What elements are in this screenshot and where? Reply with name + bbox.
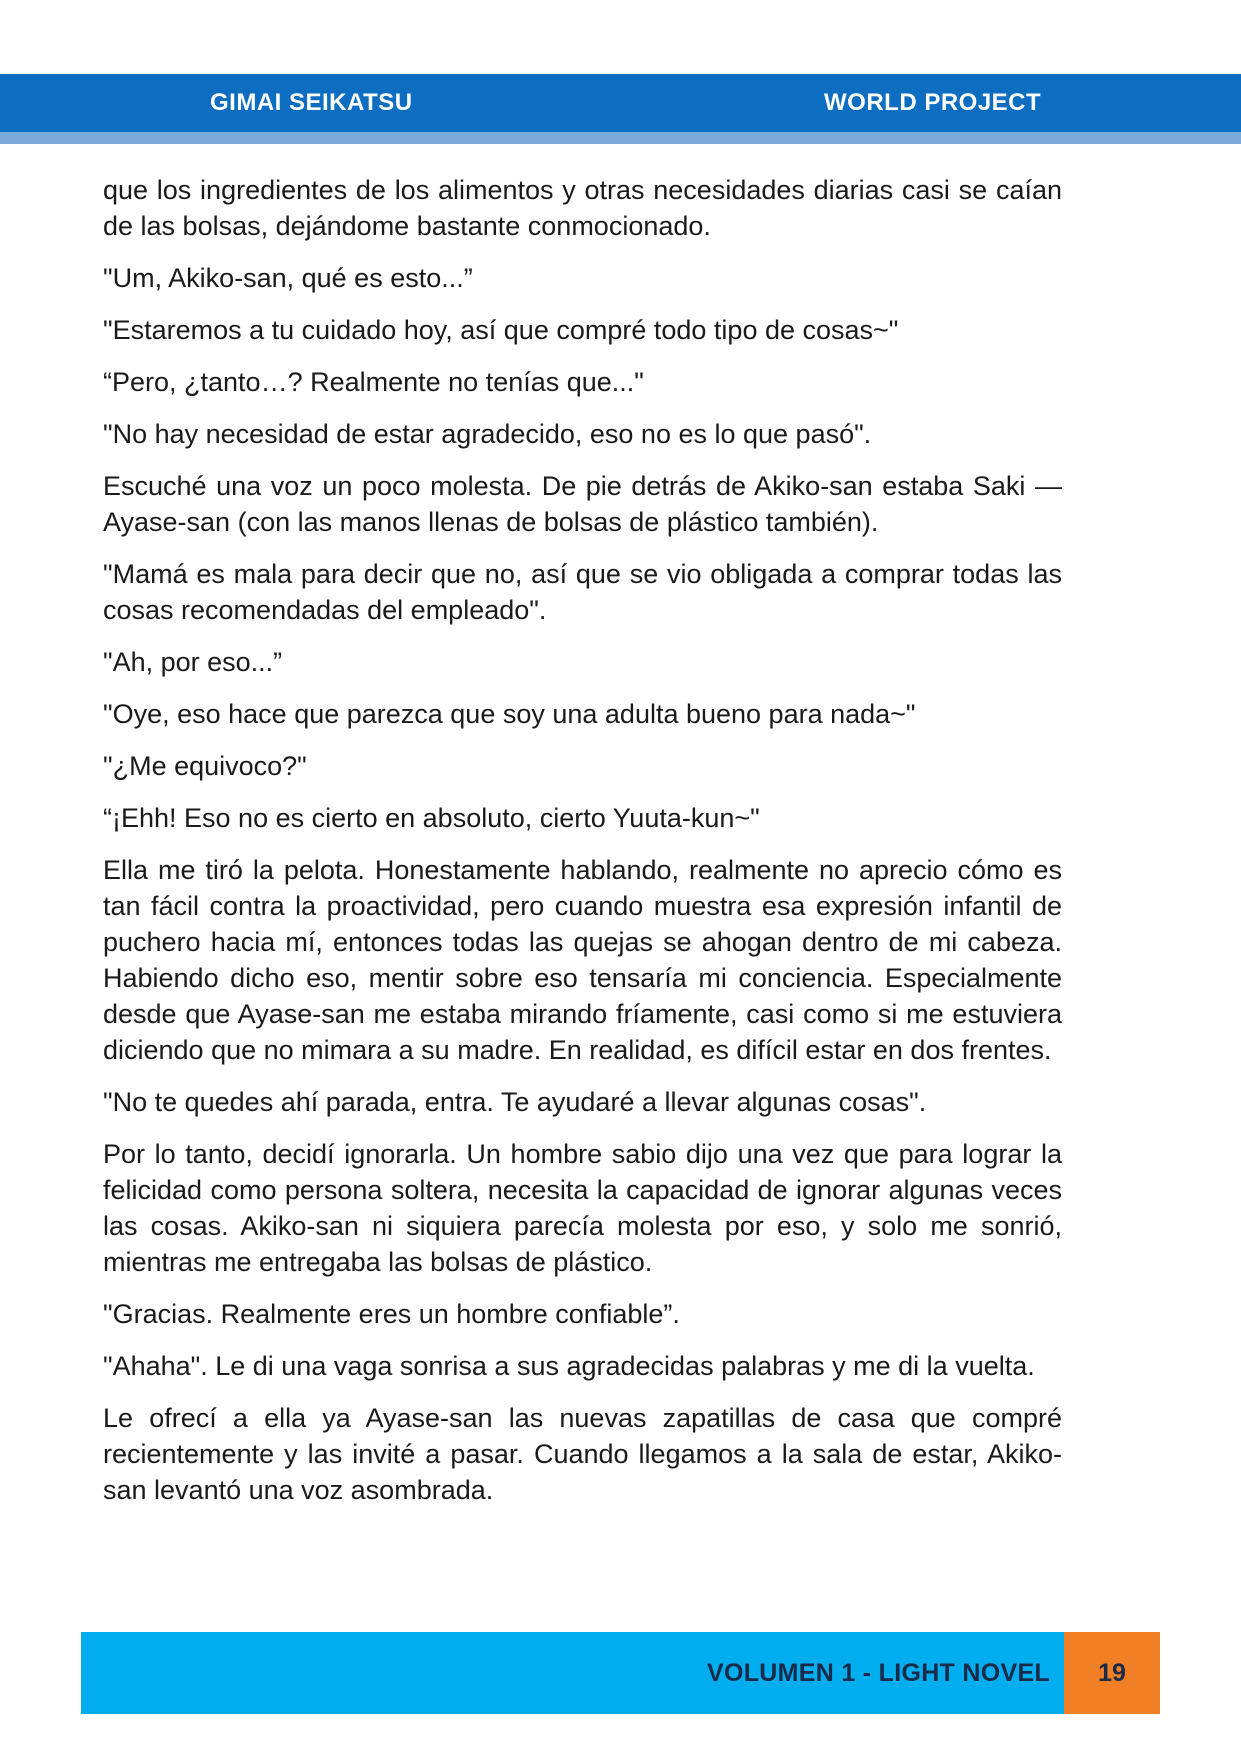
paragraph: "Oye, eso hace que parezca que soy una adulta bueno para nada~" <box>103 699 916 729</box>
paragraph: "Ahaha". Le di una vaga sonrisa a sus agradecidas palabras y me di la vuelta. <box>103 1351 1035 1381</box>
paragraph: "No te quedes ahí parada, entra. Te ayudaré a llevar algunas cosas". <box>103 1087 927 1117</box>
paragraph: que los ingredientes de los alimentos y otras necesidades diarias casi se caían de las bolsas, dejándome bastante conmocionado. <box>103 175 1062 241</box>
paragraph: “¡Ehh! Eso no es cierto en absoluto, cierto Yuuta-kun~" <box>103 803 760 833</box>
paragraph: "¿Me equivoco?" <box>103 751 307 781</box>
page-body <box>103 172 1062 1524</box>
page-footer <box>81 1632 1064 1714</box>
paragraph: Por lo tanto, decidí ignorarla. Un hombre sabio dijo una vez que para lograr la felicidad como persona soltera, necesita la capacidad de ignorar algunas veces las cosas. Akiko-san ni siquiera parecía molesta por eso, y solo me sonrió, mientras me entregaba las bolsas de plástico. <box>103 1139 1062 1277</box>
paragraph: Le ofrecí a ella ya Ayase-san las nuevas zapatillas de casa que compré recientemente y las invité a pasar. Cuando llegamos a la sala de estar, Akiko-san levantó una voz asombrada. <box>103 1403 1062 1505</box>
paragraph: Escuché una voz un poco molesta. De pie detrás de Akiko-san estaba Saki — Ayase-san (con las manos llenas de bolsas de plástico también). <box>103 471 1062 537</box>
paragraph: Ella me tiró la pelota. Honestamente hablando, realmente no aprecio cómo es tan fácil contra la proactividad, pero cuando muestra esa expresión infantil de puchero hacia mí, entonces todas las quejas se ahogan dentro de mi cabeza. Habiendo dicho eso, mentir sobre eso tensaría mi conciencia. Especialmente desde que Ayase-san me estaba mirando fríamente, casi como si me estuviera diciendo que no mimara a su madre. En realidad, es difícil estar en dos frentes. <box>103 855 1062 1065</box>
paragraph: "Gracias. Realmente eres un hombre confiable”. <box>103 1299 680 1329</box>
page-number: 19 <box>1098 1659 1126 1687</box>
paragraph: "Um, Akiko-san, qué es esto...” <box>103 263 473 293</box>
paragraph: “Pero, ¿tanto…? Realmente no tenías que..." <box>103 367 644 397</box>
page-number-box <box>1064 1632 1160 1714</box>
paragraph: "No hay necesidad de estar agradecido, eso no es lo que pasó". <box>103 419 872 449</box>
page-header <box>0 74 1241 132</box>
footer-volume-label: VOLUMEN 1 - LIGHT NOVEL <box>706 1659 1050 1687</box>
paragraph: "Ah, por eso...” <box>103 647 283 677</box>
header-series-title: GIMAI SEIKATSU <box>210 89 413 116</box>
header-underline <box>0 132 1241 144</box>
paragraph: "Mamá es mala para decir que no, así que se vio obligada a comprar todas las cosas recomendadas del empleado". <box>103 559 1062 625</box>
header-project-name: WORLD PROJECT <box>824 89 1042 116</box>
paragraph: "Estaremos a tu cuidado hoy, así que compré todo tipo de cosas~" <box>103 315 899 345</box>
